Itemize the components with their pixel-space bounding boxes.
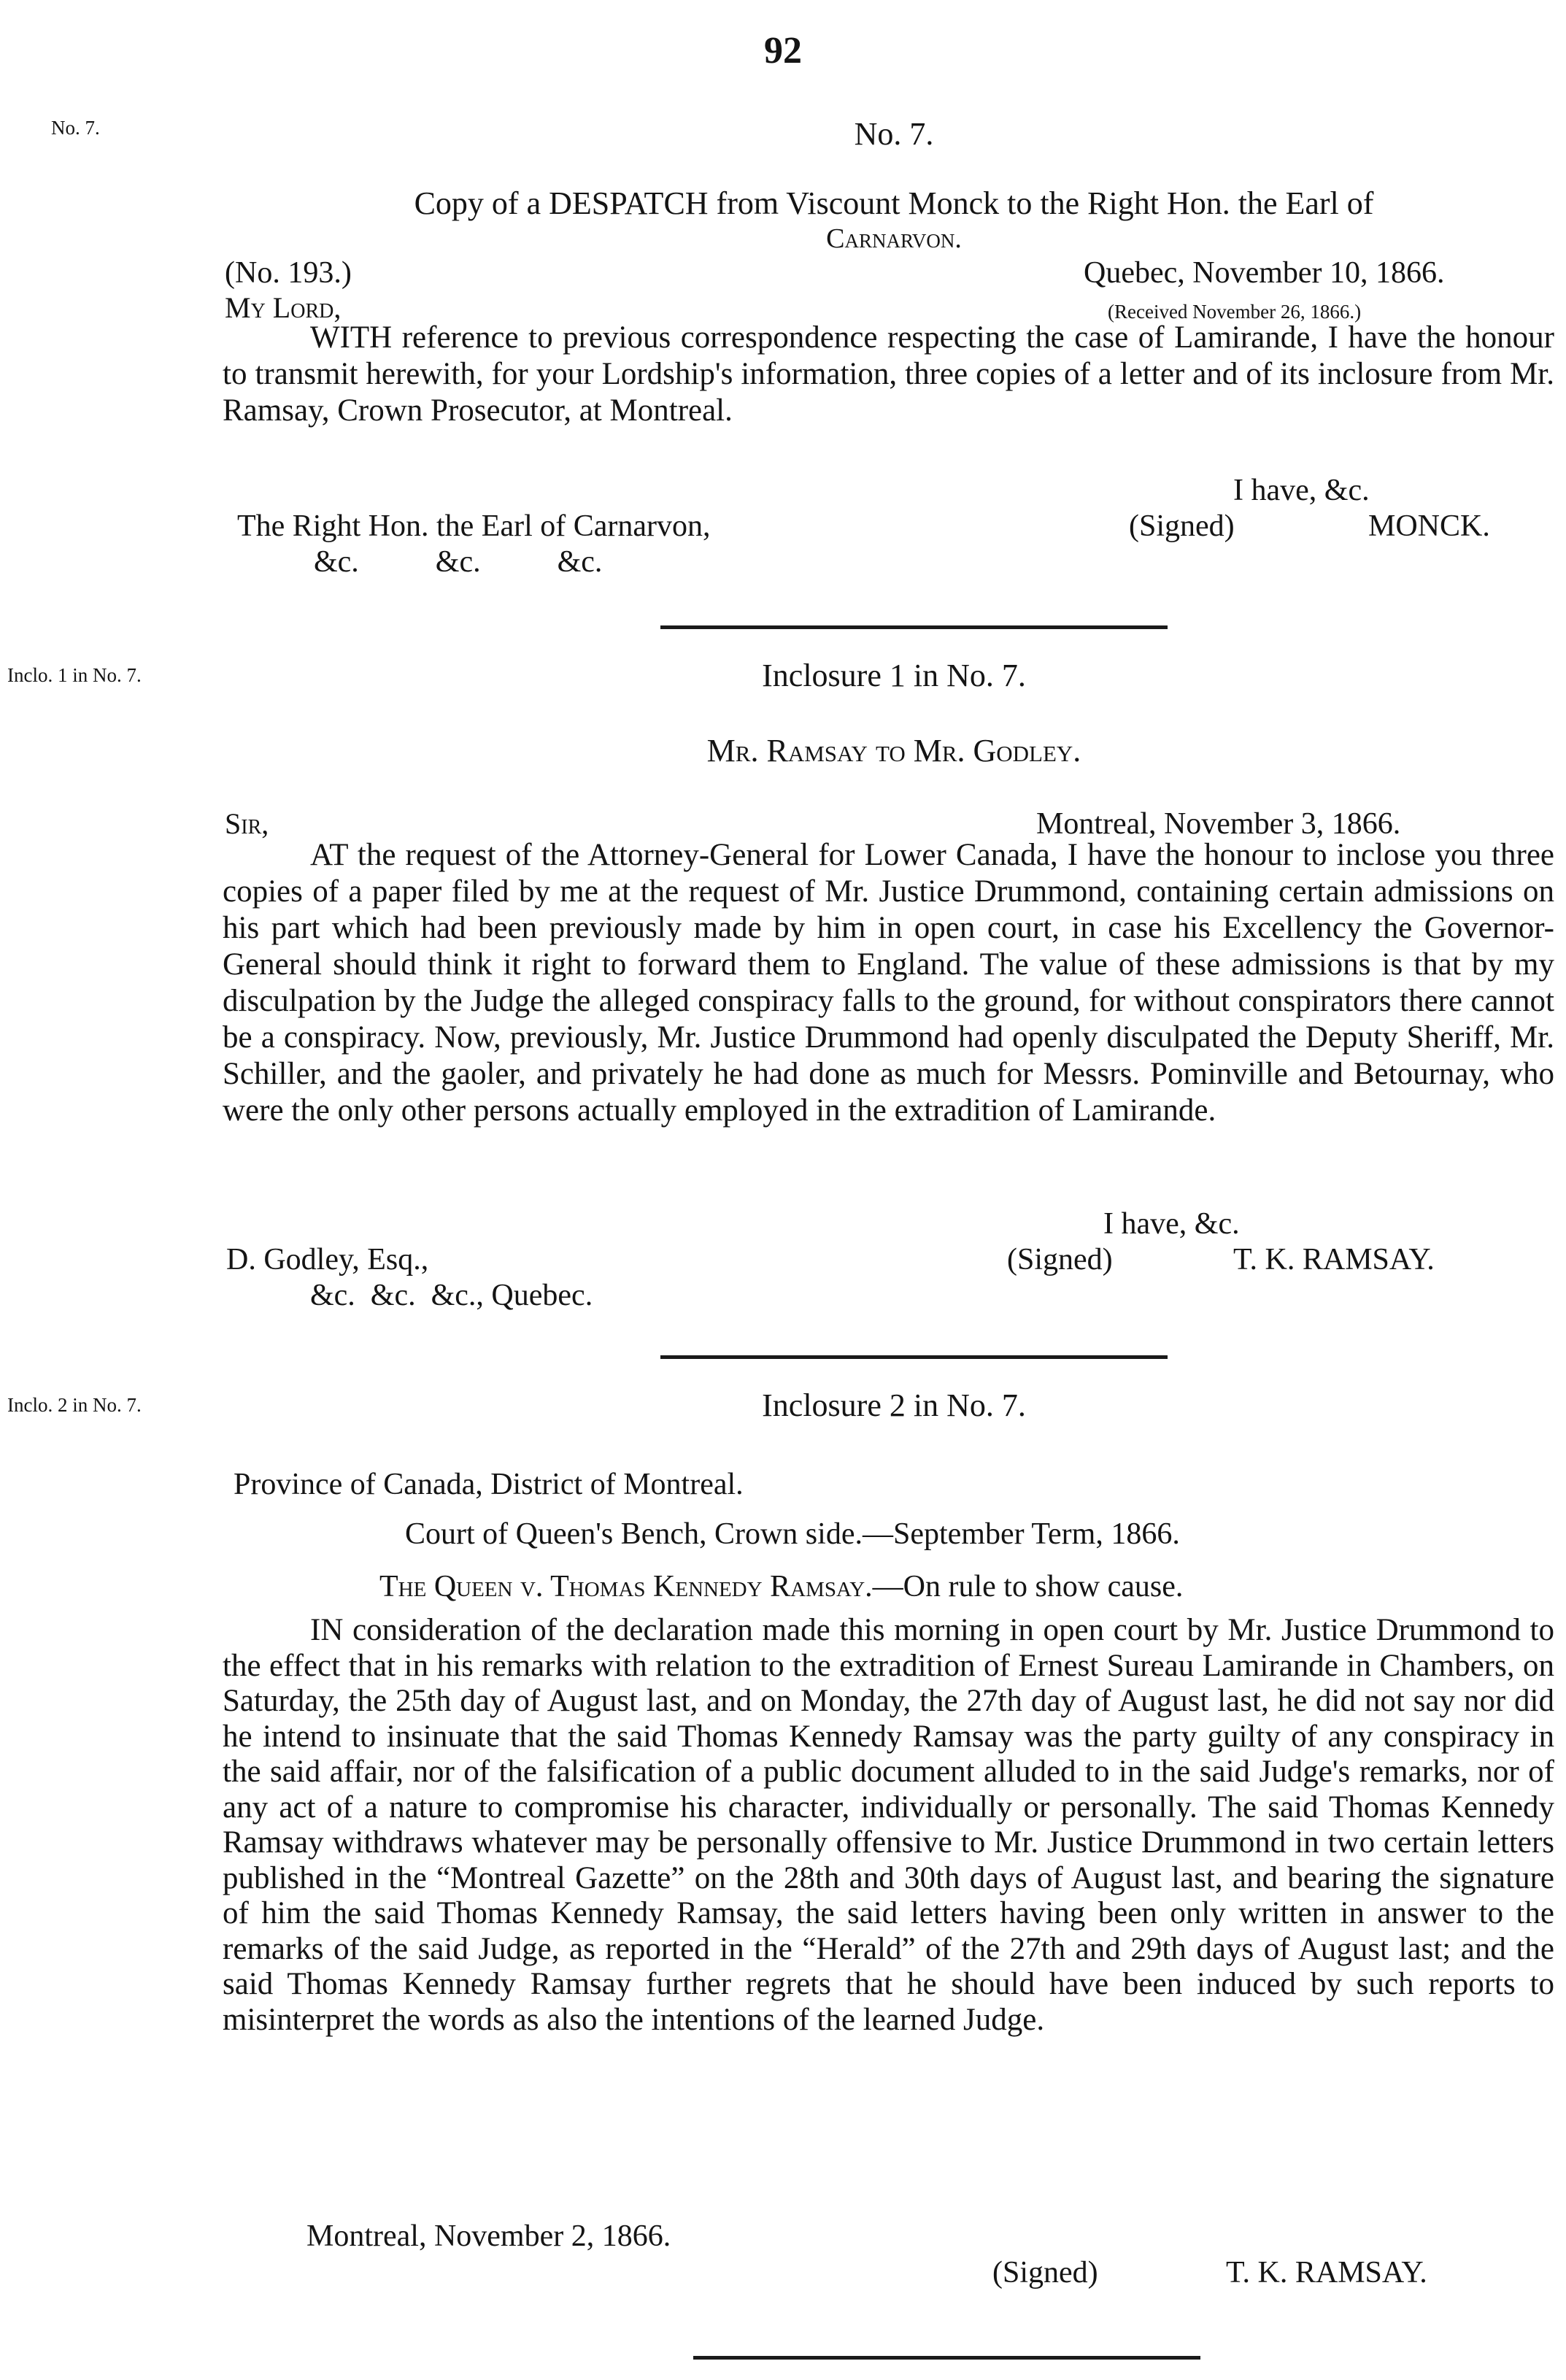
section-divider-2	[660, 1355, 1168, 1359]
despatch-received-note: (Received November 26, 1866.)	[1108, 301, 1362, 323]
page-number: 92	[764, 30, 802, 72]
inclosure1-heading: Inclosure 1 in No. 7.	[762, 658, 1026, 693]
despatch-signature: MONCK.	[1368, 509, 1490, 543]
margin-note-inclosure-1: Inclo. 1 in No. 7.	[7, 664, 142, 686]
despatch-place-date: Quebec, November 10, 1866.	[1084, 256, 1445, 290]
inclosure2-signed-label: (Signed)	[992, 2256, 1098, 2290]
inclosure1-addressee: D. Godley, Esq.,	[226, 1243, 429, 1276]
despatch-addressee-etc: &c. &c. &c.	[314, 545, 603, 579]
margin-note-inclosure-2: Inclo. 2 in No. 7.	[7, 1394, 142, 1416]
inclosure2-case-name: The Queen v. Thomas Kennedy Ramsay.	[379, 1570, 873, 1603]
despatch-number: (No. 193.)	[225, 256, 352, 290]
despatch-title-line2: Carnarvon.	[826, 223, 962, 254]
inclosure1-signature: T. K. RAMSAY.	[1233, 1243, 1435, 1276]
inclosure2-case-rule: —On rule to show cause.	[872, 1570, 1184, 1603]
inclosure1-closing: I have, &c.	[1103, 1207, 1240, 1241]
inclosure1-signed-label: (Signed)	[1007, 1243, 1113, 1276]
despatch-closing: I have, &c.	[1233, 474, 1370, 507]
inclosure2-court: Court of Queen's Bench, Crown side.—September Term, 1866.	[405, 1517, 1180, 1551]
inclosure1-addressee-etc: &c. &c. &c., Quebec.	[310, 1279, 593, 1312]
despatch-signed-label: (Signed)	[1129, 509, 1235, 543]
despatch-heading: No. 7.	[854, 116, 934, 152]
despatch-body: WITH reference to previous correspondence respecting the case of Lamirande, I have the honour to transmit herewith, for your Lordship's information, three copies of a letter and of its inclosure from Mr. Ramsay, Crown Prosecutor, at Montreal.	[223, 320, 1554, 428]
inclosure2-signature: T. K. RAMSAY.	[1226, 2256, 1427, 2290]
inclosure1-body: AT the request of the Attorney-General for Lower Canada, I have the honour to inclose you three copies of a paper filed by me at the request of Mr. Justice Drummond, containing certain admissions on his part which had been previously made by him in open court, in case his Excellency the Governor-General should think it right to forward them to England. The value of these admissions is that by my disculpation by the Judge the alleged conspiracy falls to the ground, for without conspirators there cannot be a conspiracy. Now, previously, Mr. Justice Drummond had openly disculpated the Deputy Sheriff, Mr. Schiller, and the gaoler, and privately he had done as much for Messrs. Pominville and Betournay, who were the only other persons actually employed in the extradition of Lamirande.	[223, 838, 1554, 1128]
inclosure2-province: Province of Canada, District of Montreal.	[234, 1468, 744, 1501]
despatch-addressee: The Right Hon. the Earl of Carnarvon,	[237, 509, 711, 543]
inclosure1-salutation: Sir,	[225, 807, 269, 840]
section-divider-1	[660, 625, 1168, 629]
despatch-title-line1: Copy of a DESPATCH from Viscount Monck to the Right Hon. the Earl of	[414, 185, 1374, 221]
section-divider-3	[693, 2356, 1200, 2360]
margin-note-no7: No. 7.	[51, 117, 100, 139]
inclosure2-heading: Inclosure 2 in No. 7.	[762, 1387, 1026, 1423]
inclosure2-body: IN consideration of the declaration made this morning in open court by Mr. Justice Drummond to the effect that in his remarks with relation to the extradition of Ernest Sureau Lamirande in Chambers, on Saturday, the 25th day of August last, and on Monday, the 27th day of August last, he did not say nor did he intend to insinuate that the said Thomas Kennedy Ramsay was the party guilty of any conspiracy in the said affair, nor of the falsification of a public document alluded to in the said Judge's remarks, nor of any act of a nature to compromise his character, individually or personally. The said Thomas Kennedy Ramsay withdraws whatever may be personally offensive to Mr. Justice Drummond in two certain letters published in the “Montreal Gazette” on the 28th and 30th days of August last, and bearing the signature of him the said Thomas Kennedy Ramsay, the said letters having been only written in answer to the remarks of the said Judge, as reported in the “Herald” of the 27th and 29th days of August last; and the said Thomas Kennedy Ramsay further regrets that he should have been induced by such reports to misinterpret the words as also the intentions of the learned Judge.	[223, 1613, 1554, 2037]
despatch-salutation: My Lord,	[225, 291, 342, 324]
inclosure2-place-date: Montreal, November 2, 1866.	[306, 2219, 671, 2253]
inclosure2-case-line	[379, 1569, 1183, 1604]
inclosure1-place-date: Montreal, November 3, 1866.	[1036, 807, 1401, 841]
inclosure1-title: Mr. Ramsay to Mr. Godley.	[706, 733, 1081, 769]
